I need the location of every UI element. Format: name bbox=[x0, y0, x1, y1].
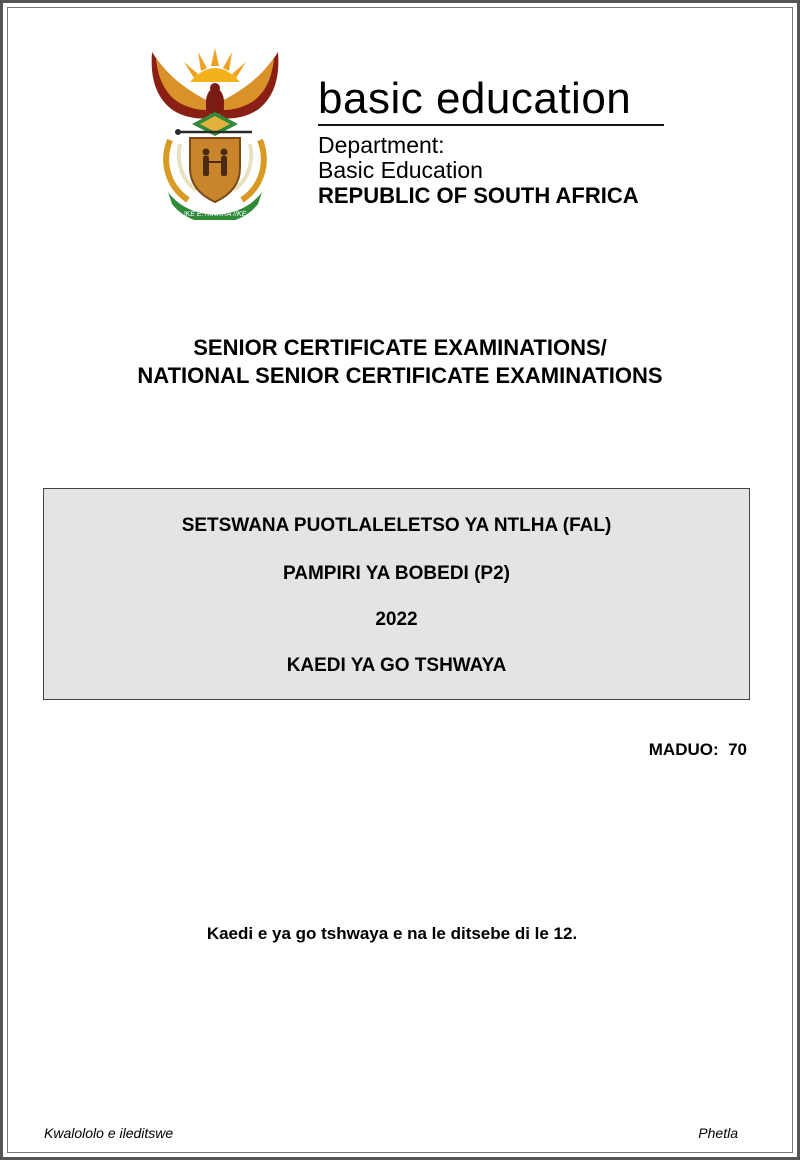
coat-of-arms-icon bbox=[140, 40, 290, 220]
paper-number: PAMPIRI YA BOBEDI (P2) bbox=[283, 563, 510, 584]
document-type: KAEDI YA GO TSHWAYA bbox=[286, 655, 507, 676]
total-marks: MADUO: 70 bbox=[648, 740, 747, 759]
brand-name: basic education bbox=[318, 74, 632, 123]
department-brand bbox=[318, 74, 668, 208]
exam-year: 2022 bbox=[375, 609, 418, 630]
subject-box bbox=[43, 488, 750, 700]
exam-heading-line-1: SENIOR CERTIFICATE EXAMINATIONS/ bbox=[193, 335, 607, 360]
country-name: REPUBLIC OF SOUTH AFRICA bbox=[318, 183, 639, 208]
footer-copyright: Kwalololo e ileditswe bbox=[44, 1125, 174, 1141]
department-label: Department: bbox=[318, 132, 445, 158]
footer-turn-over: Phetla bbox=[698, 1125, 738, 1141]
department-name: Basic Education bbox=[318, 157, 483, 183]
brand-underline bbox=[318, 124, 664, 126]
subject-title: SETSWANA PUOTLALELETSO YA NTLHA (FAL) bbox=[181, 515, 612, 536]
exam-heading-line-2: NATIONAL SENIOR CERTIFICATE EXAMINATIONS bbox=[137, 363, 663, 388]
page-count-note: Kaedi e ya go tshwaya e na le ditsebe di le 12. bbox=[206, 924, 578, 943]
exam-heading bbox=[0, 334, 800, 390]
shield bbox=[190, 138, 240, 202]
motto-text: !KE E: /XARRA //KE bbox=[183, 211, 247, 218]
